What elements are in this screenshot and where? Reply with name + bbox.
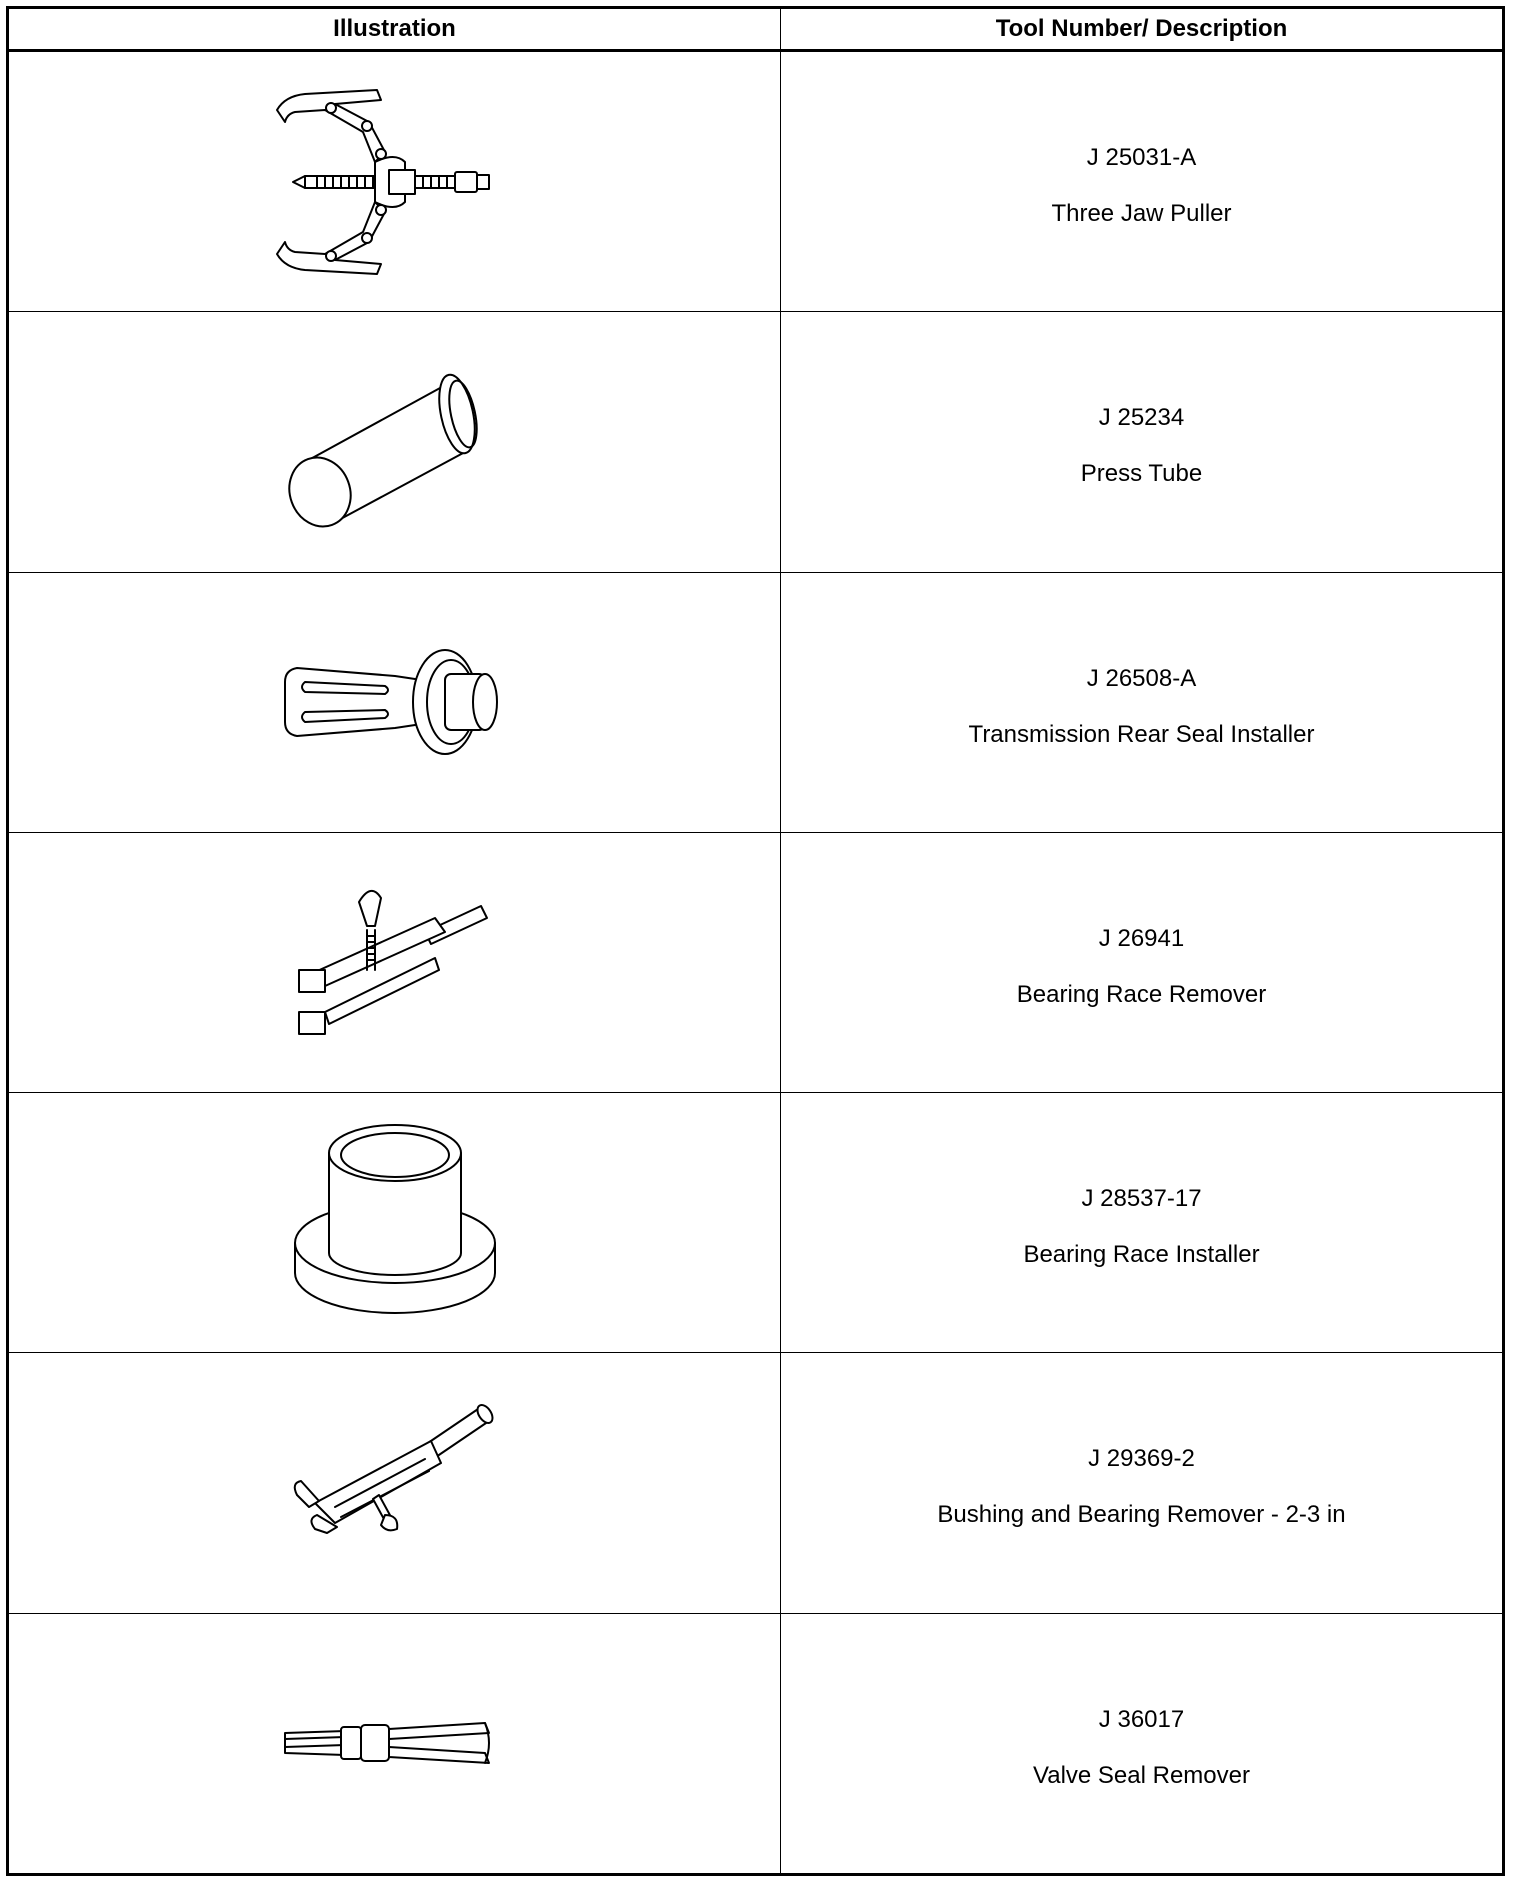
- header-row: [8, 8, 1504, 51]
- description-cell: [781, 312, 1504, 572]
- tool-number: J 28537-17: [1081, 1185, 1202, 1213]
- illustration-cell: [8, 1353, 781, 1613]
- tool-description: Valve Seal Remover: [1033, 1761, 1250, 1789]
- tool-number: J 25234: [1098, 404, 1185, 432]
- tool-description: Transmission Rear Seal Installer: [968, 720, 1315, 748]
- tool-description: Bearing Race Installer: [1023, 1241, 1260, 1269]
- tool-description: Three Jaw Puller: [1051, 200, 1232, 227]
- table-row: [8, 312, 1504, 572]
- tool-number: J 25031-A: [1086, 144, 1197, 171]
- tool-number: J 29369-2: [1088, 1445, 1195, 1473]
- table-row: [8, 572, 1504, 832]
- valve-seal-remover-icon: [275, 1703, 515, 1783]
- table-row: [8, 832, 1504, 1092]
- seal-installer-icon: [275, 642, 515, 762]
- tool-number: J 36017: [1098, 1705, 1185, 1733]
- table-row: [8, 1613, 1504, 1874]
- tool-description: Bearing Race Remover: [1016, 980, 1267, 1008]
- special-tools-table: [6, 6, 1505, 1876]
- illustration-cell: [8, 1093, 781, 1353]
- bearing-race-installer-icon: [275, 1113, 515, 1333]
- description-cell: [781, 1093, 1504, 1353]
- description-cell: [781, 51, 1504, 312]
- press-tube-icon: [275, 342, 515, 542]
- description-cell: [781, 1353, 1504, 1613]
- illustration-cell: [8, 312, 781, 572]
- bushing-bearing-remover-icon: [275, 1383, 515, 1583]
- tool-number: J 26941: [1098, 924, 1185, 952]
- tool-number: J 26508-A: [1086, 664, 1197, 692]
- illustration-cell: [8, 51, 781, 312]
- table-row: [8, 1353, 1504, 1613]
- description-cell: [781, 832, 1504, 1092]
- table-row: [8, 51, 1504, 312]
- tool-description: Bushing and Bearing Remover - 2-3 in: [937, 1501, 1346, 1529]
- tool-header: Tool Number/ Description: [781, 8, 1504, 51]
- description-cell: [781, 572, 1504, 832]
- illustration-header: Illustration: [8, 8, 781, 51]
- illustration-cell: [8, 572, 781, 832]
- illustration-cell: [8, 1613, 781, 1874]
- description-cell: [781, 1613, 1504, 1874]
- three-jaw-puller-icon: [265, 82, 525, 282]
- table-row: [8, 1093, 1504, 1353]
- tool-description: Press Tube: [1080, 460, 1203, 488]
- illustration-cell: [8, 832, 781, 1092]
- bearing-race-remover-icon: [275, 862, 515, 1062]
